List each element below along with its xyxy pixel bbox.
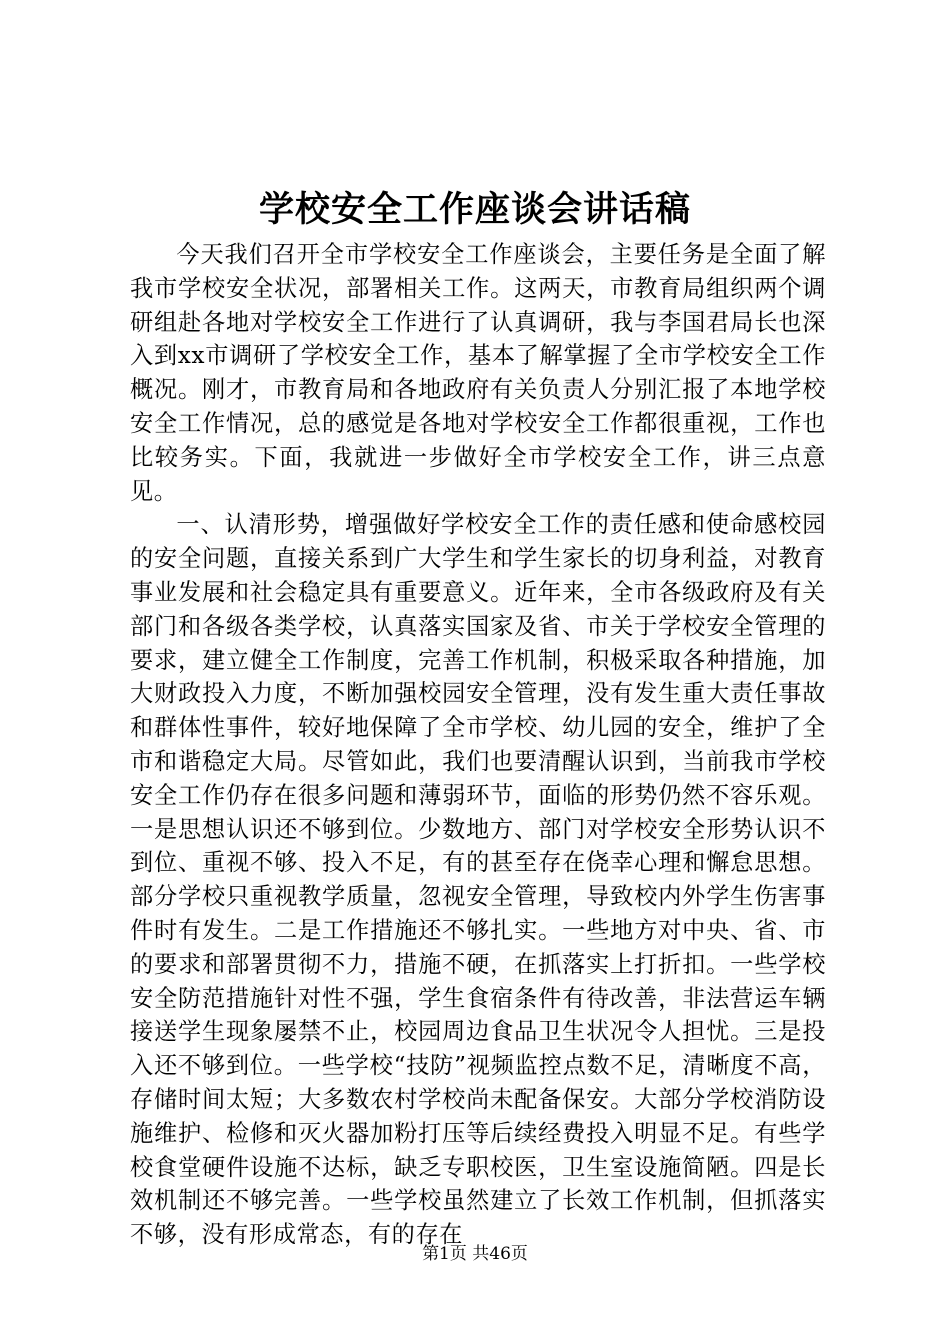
paragraph-section-one: 一、认清形势，增强做好学校安全工作的责任感和使命感校园的安全问题，直接关系到广大学生和学生家长的切身利益，对教育事业发展和社会稳定具有重要意义。近年来，全市各级政府及有关部门和各级各类学校，认真落实国家及省、市关于学校安全管理的要求，建立健全工作制度，完善工作机制，积极采取各种措施，加大财政投入力度，不断加强校园安全管理，没有发生重大责任事故和群体性事件，较好地保障了全市学校、幼儿园的安全，维护了全市和谐稳定大局。尽管如此，我们也要清醒认识到，当前我市学校安全工作仍存在很多问题和薄弱环节，面临的形势仍然不容乐观。一是思想认识还不够到位。少数地方、部门对学校安全形势认识不到位、重视不够、投入不足，有的甚至存在侥幸心理和懈怠思想。部分学校只重视教学质量，忽视安全管理，导致校内外学生伤害事件时有发生。二是工作措施还不够扎实。一些地方对中央、省、市的要求和部署贯彻不力，措施不硬，在抓落实上打折扣。一些学校安全防范措施针对性不强，学生食宿条件有待改善，非法营运车辆接送学生现象屡禁不止，校园周边食品卫生状况令人担忧。三是投入还不够到位。一些学校“技防”视频监控点数不足，清晰度不高，存储时间太短；大多数农村学校尚未配备保安。大部分学校消防设施维护、检修和灭火器加粉打压等后续经费投入明显不足。有些学校食堂硬件设施不达标，缺乏专职校医，卫生室设施简陋。四是长效机制还不够完善。一些学校虽然建立了长效工作机制，但抓落实不够，没有形成常态，有的存在 (130, 511, 826, 1249)
page-number-footer: 第1页 共46页 (422, 1244, 528, 1264)
paragraph-intro: 今天我们召开全市学校安全工作座谈会，主要任务是全面了解我市学校安全状况，部署相关工作。这两天，市教育局组织两个调研组赴各地对学校安全工作进行了认真调研，我与李国君局长也深入到xx市调研了学校安全工作，基本了解掌握了全市学校安全工作概况。刚才，市教育局和各地政府有关负责人分别汇报了本地学校安全工作情况，总的感觉是各地对学校安全工作都很重视，工作也比较务实。下面，我就进一步做好全市学校安全工作，讲三点意见。 (130, 241, 826, 505)
document-body (130, 238, 826, 1252)
document-title: 学校安全工作座谈会讲话稿 (258, 189, 691, 230)
